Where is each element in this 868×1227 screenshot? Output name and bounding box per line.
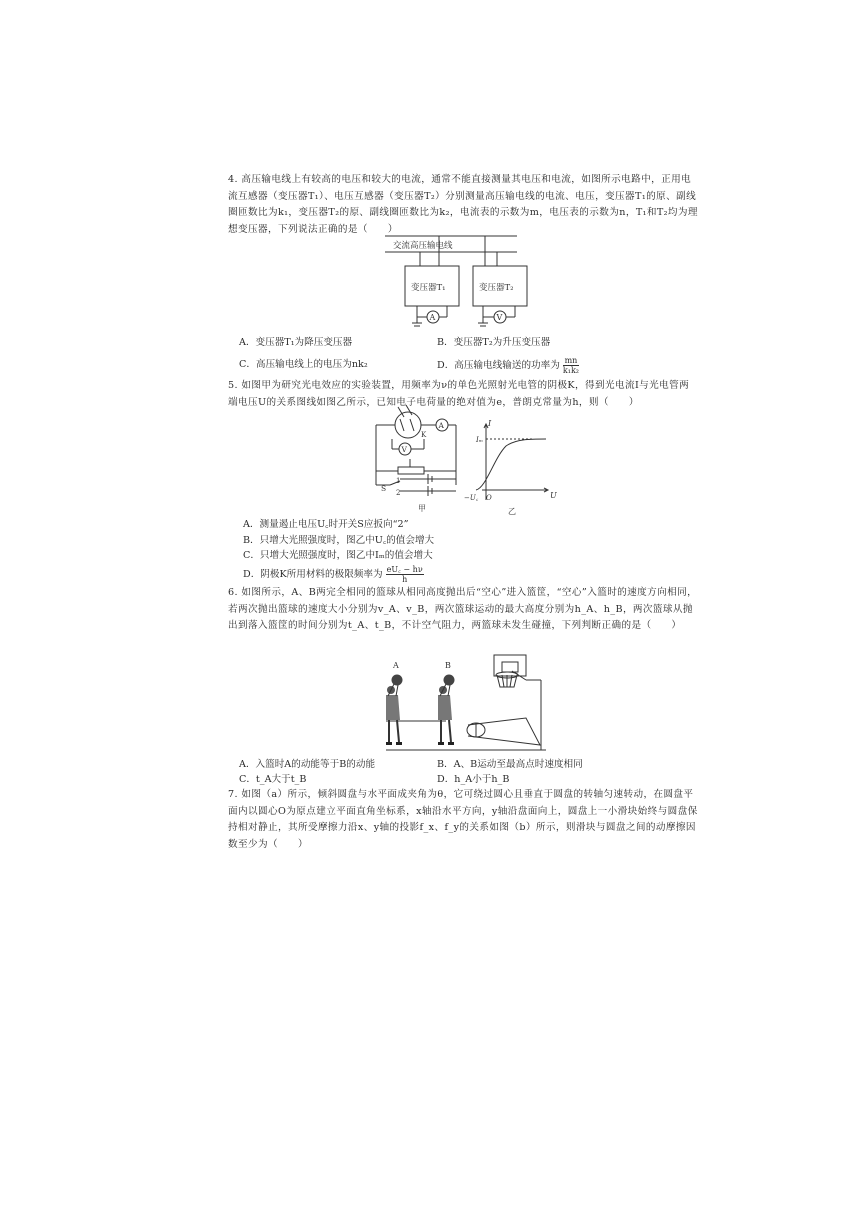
svg-text:V: V: [401, 445, 407, 454]
ball-a-label: A: [393, 661, 399, 670]
svg-text:A: A: [438, 421, 444, 430]
figure-yi-caption: 乙: [508, 507, 516, 516]
q4-option-b: B．变压器T₂为升压变压器: [437, 337, 551, 348]
voltmeter-icon: [494, 311, 506, 323]
q5-option-d-fraction: $\frac{eU꜀ - h\nu}{h}$: [386, 565, 423, 584]
uc-label: −U꜀: [464, 494, 479, 502]
t2-label: 变压器T₂: [479, 283, 514, 293]
origin-label: O: [486, 494, 492, 502]
t1-label: 变压器T₁: [411, 283, 446, 293]
im-label: Iₘ: [476, 436, 484, 444]
question-4-stem: 4. 高压输电线上有较高的电压和较大的电流，通常不能直接测量其电压和电流，如图所示电路中，正用电流互感器（变压器T₁）、电压互感器（变压器T₂）分别测量高压输电线的电流、电压，变压器T₁的原、副线圈匝数比为k₁，变压器T₂的原、副线圈匝数比为k₂，电流表的示数为m，电压表的示数为n，T₁和T₂均为理想变压器，下列说法正确的是（ ）: [228, 174, 698, 235]
question-6-stem: 6. 如图所示，A、B两完全相同的篮球从相同高度抛出后“空心”进入篮筐，“空心”入篮时的速度方向相同，若两次抛出篮球的速度大小分别为v_A、v_B，两次篮球运动的最大高度分别为h_A、h_B，两次篮球从抛出到落入篮筐的时间分别为t_A、t_B，不计空气阻力，两篮球未发生碰撞，下列判断正确的是（ ）: [228, 587, 698, 631]
ammeter-icon: [427, 311, 439, 323]
i-axis-label: I: [488, 419, 492, 428]
q4-option-a: A．变压器T₁为降压变压器: [239, 337, 353, 348]
q5-option-b: B．只增大光照强度时，图乙中U꜀的值会增大: [243, 535, 435, 546]
figure-jia-caption: 甲: [418, 504, 426, 513]
q5-option-d: D．阴极K所用材料的极限频率为 $\frac{eU꜀ - h\nu}{h}$: [243, 565, 423, 584]
switch-pos-1: 1: [396, 477, 401, 485]
voltmeter-icon: [399, 443, 411, 455]
q6-option-b: B．A、B运动至最高点时速度相同: [437, 759, 583, 770]
player-b-icon: [438, 675, 455, 746]
ball-b-label: B: [445, 661, 451, 670]
q4-option-d: D．高压输电线输送的功率为 $\frac{mn}{\text{k₁k₂}}$: [437, 356, 579, 375]
svg-text:V: V: [496, 313, 503, 322]
q5-option-a: A．测量遏止电压U꜀时开关S应扳向“2”: [243, 519, 409, 530]
switch-pos-2: 2: [396, 489, 401, 497]
q4-option-d-fraction: $\frac{mn}{\text{k₁k₂}}$: [562, 356, 579, 375]
question-7-stem: 7. 如图（a）所示，倾斜圆盘与水平面成夹角为θ，它可绕过圆心且垂直于圆盘的转轴匀速转动，在圆盘平面内以圆心O为原点建立平面直角坐标系，x轴沿水平方向，y轴沿盘面向上，圆盘上一小滑块始终与圆盘保持相对静止，其所受摩擦力沿x、y轴的投影f_x、f_y的关系如图（b）所示，则滑块与圆盘之间的动摩擦因数至少为（ ）: [228, 789, 698, 850]
transmission-line-label: 交流高压输电线: [393, 241, 453, 251]
q5-option-c: C．只增大光照强度时，图乙中Iₘ的值会增大: [243, 550, 433, 561]
q4-transformer-diagram: [385, 233, 525, 333]
q4-option-c: C．高压输电线上的电压为nk₂: [239, 359, 368, 370]
q6-basketball-figure: [376, 650, 548, 754]
svg-text:A: A: [429, 313, 436, 322]
q6-option-c: C．t_A大于t_B: [239, 774, 307, 785]
q5-phototube-circuit: [376, 415, 466, 523]
switch-label: S: [381, 484, 387, 493]
question-5-stem: 5. 如图甲为研究光电效应的实验装置，用频率为ν的单色光照射光电管的阴极K，得到光电流I与光电管两端电压U的关系图线如图乙所示，已知电子电荷量的绝对值为e，普朗克常量为h，则（ ）: [228, 380, 690, 408]
player-a-icon: [386, 675, 403, 746]
ammeter-icon: [436, 419, 448, 431]
u-axis-label: U: [550, 491, 557, 500]
cathode-label: K: [421, 431, 427, 439]
q6-option-d: D．h_A小于h_B: [437, 774, 510, 785]
q5-iu-graph: [464, 418, 564, 528]
q6-option-a: A．入篮时A的动能等于B的动能: [239, 759, 376, 770]
